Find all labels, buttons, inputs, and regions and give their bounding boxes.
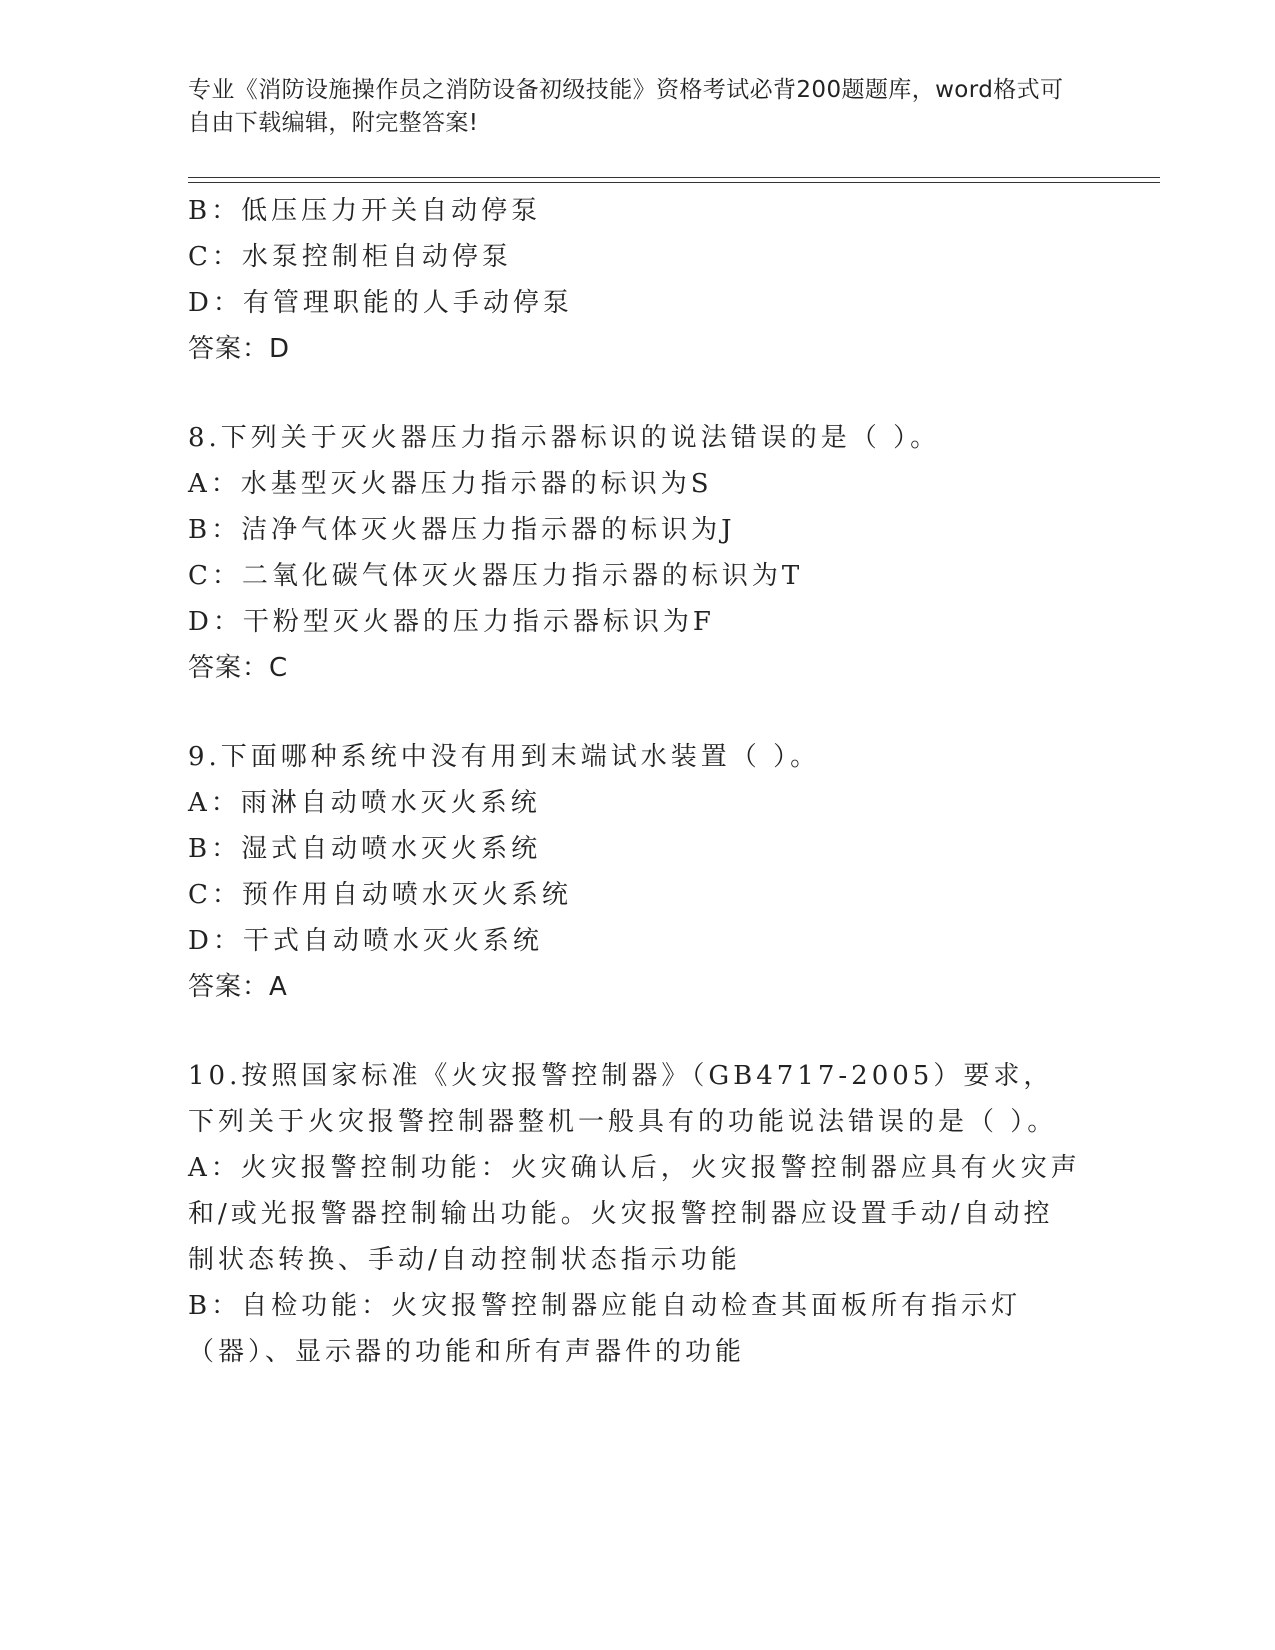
- question-stem: 8.下列关于灭火器压力指示器标识的说法错误的是（ ）。: [188, 423, 941, 453]
- question-9: [188, 734, 1088, 1010]
- answer-line: 答案：C: [188, 653, 289, 683]
- option-a: A：火灾报警控制功能：火灾确认后，火灾报警控制器应具有火灾声和/或光报警器控制输出功能。火灾报警控制器应设置手动/自动控制状态转换、手动/自动控制状态指示功能: [188, 1153, 1081, 1275]
- option-c: C：预作用自动喷水灭火系统: [188, 880, 572, 910]
- answer-line: 答案：A: [188, 972, 288, 1002]
- question-stem: 9.下面哪种系统中没有用到末端试水装置（ ）。: [188, 742, 821, 772]
- option-d: D：干式自动喷水灭火系统: [188, 926, 543, 956]
- spacer: [188, 1010, 1088, 1053]
- option-b: B：湿式自动喷水灭火系统: [188, 834, 542, 864]
- question-10: [188, 1053, 1088, 1375]
- question-content: [188, 188, 1088, 1375]
- spacer: [188, 691, 1088, 734]
- option-b: B：自检功能：火灾报警控制器应能自动检查其面板所有指示灯（器）、显示器的功能和所有声器件的功能: [188, 1291, 1022, 1367]
- question-8: [188, 415, 1088, 691]
- spacer: [188, 372, 1088, 415]
- answer-line: 答案：D: [188, 334, 291, 364]
- header-divider: [188, 177, 1160, 183]
- option-c: C：水泵控制柜自动停泵: [188, 242, 512, 272]
- page-header-title: 专业《消防设施操作员之消防设备初级技能》资格考试必背200题题库，word格式可自由下载编辑，附完整答案!: [188, 77, 1064, 136]
- option-b: B：低压压力开关自动停泵: [188, 196, 542, 226]
- previous-question-continuation: [188, 188, 1088, 372]
- option-d: D：有管理职能的人手动停泵: [188, 288, 573, 318]
- option-a: A：雨淋自动喷水灭火系统: [188, 788, 541, 818]
- option-d: D：干粉型灭火器的压力指示器标识为F: [188, 607, 715, 637]
- option-c: C：二氧化碳气体灭火器压力指示器的标识为T: [188, 561, 804, 591]
- question-stem: 10.按照国家标准《火灾报警控制器》（GB4717-2005）要求，下列关于火灾报警控制器整机一般具有的功能说法错误的是（ ）。: [188, 1061, 1058, 1137]
- option-b: B：洁净气体灭火器压力指示器的标识为J: [188, 515, 736, 545]
- option-a: A：水基型灭火器压力指示器的标识为S: [188, 469, 713, 499]
